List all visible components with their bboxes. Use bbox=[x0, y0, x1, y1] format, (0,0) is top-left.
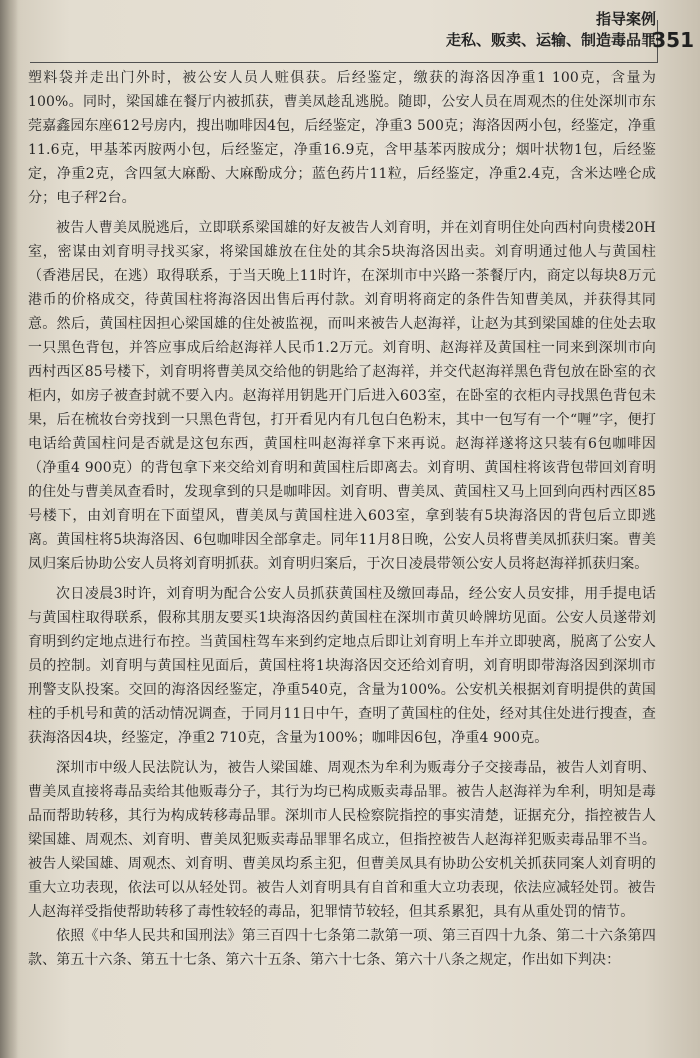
header-chapter: 走私、贩卖、运输、制造毒品罪 bbox=[445, 31, 656, 49]
running-header bbox=[446, 10, 656, 50]
paragraph-3: 次日凌晨3时许，刘育明为配合公安人员抓获黄国柱及缴回毒品，经公安人员安排，用手提电话与黄国柱取得联系，假称其朋友要买1块海洛因约黄国柱在深圳市黄贝岭牌坊见面。公安人员遂带刘育明到约定地点进行布控。当黄国柱驾车来到约定地点后即让刘育明上车并立即驶离，脱离了公安人员的控制。刘育明与黄国柱见面后，黄国柱将1块海洛因交还给刘育明，刘育明即带海洛因到深圳市刑警支队投案。交回的海洛因经鉴定，净重540克，含量为100%。公安机关根据刘育明提供的黄国柱的手机号和黄的活动情况调查，于同月11日中午，查明了黄国柱的住处，经对其住处进行搜查，查获海洛因4块，经鉴定，净重2 710克，含量为100%；咖啡因6包，净重4 900克。 bbox=[28, 586, 656, 746]
header-section: 指导案例 bbox=[595, 10, 656, 28]
paragraph-5: 依照《中华人民共和国刑法》第三百四十七条第二款第一项、第三百四十九条、第二十六条第四款、第五十六条、第五十七条、第六十五条、第六十七条、第六十八条之规定，作出如下判决： bbox=[28, 928, 656, 968]
paragraph-2: 被告人曹美凤脱逃后，立即联系梁国雄的好友被告人刘育明，并在刘育明住处向西村向贵楼20H室，密谋由刘育明寻找买家，将梁国雄放在住处的其余5块海洛因出卖。刘育明通过他人与黄国柱（香港居民，在逃）取得联系，于当天晚上11时许，在深圳市中兴路一茶餐厅内，商定以每块8万元港币的价格成交，待黄国柱将海洛因出售后再付款。刘育明将商定的条件告知曹美凤，并获得其同意。然后，黄国柱因担心梁国雄的住处被监视，而叫来被告人赵海祥，让赵为其到梁国雄的住处去取一只黑色背包，并答应事成后给赵海祥人民币1.2万元。刘育明、赵海祥及黄国柱一同来到深圳市向西村西区85号楼下，刘育明将曹美凤交给他的钥匙给了赵海祥，并交代赵海祥黑色背包放在卧室的衣柜内，如房子被查封就不要入内。赵海祥用钥匙开门后进入603室，在卧室的衣柜内寻找黑色背包未果，后在梳妆台旁找到一只黑色背包，打开看见内有几包白色粉末，其中一包写有一个“喱”字，便打电话给黄国柱问是否就是这包东西，黄国柱叫赵海祥拿下来再说。赵海祥遂将这只装有6包咖啡因（净重4 900克）的背包拿下来交给刘育明和黄国柱后即离去。刘育明、黄国柱将该背包带回刘育明的住处与曹美凤查看时，发现拿到的只是咖啡因。刘育明、曹美凤、黄国柱又马上回到向西村西区85号楼下，由刘育明在下面望风，曹美凤与黄国柱进入603室，拿到装有5块海洛因的背包后立即逃离。黄国柱将5块海洛因、6包咖啡因全部拿走。同年11月8日晚，公安人员将曹美凤抓获归案。曹美凤归案后协助公安人员将刘育明抓获。刘育明归案后，于次日凌晨带领公安人员将赵海祥抓获归案。 bbox=[28, 220, 656, 572]
page-gutter-shadow bbox=[0, 0, 18, 1058]
body-text bbox=[28, 66, 656, 972]
paragraph-1: 塑料袋并走出门外时，被公安人员人赃俱获。后经鉴定，缴获的海洛因净重1 100克，含量为100%。同时，梁国雄在餐厅内被抓获，曹美凤趁乱逃脱。随即，公安人员在周观杰的住处深圳市东莞嘉鑫园东座612号房内，搜出咖啡因4包，后经鉴定，净重3 500克；海洛因两小包，经鉴定，净重11.6克，甲基苯丙胺两小包，后经鉴定，净重16.9克，含甲基苯丙胺成分；烟叶状物1包，后经鉴定，净重2克，含四氢大麻酚、大麻酚成分；蓝色药片11粒，后经鉴定，净重2.4克，含米达唑仑成分；电子秤2台。 bbox=[28, 70, 656, 206]
page-number: 351 bbox=[652, 28, 694, 52]
paragraph-4: 深圳市中级人民法院认为，被告人梁国雄、周观杰为牟利为贩毒分子交接毒品，被告人刘育明、曹美凤直接将毒品卖给其他贩毒分子，其行为均已构成贩卖毒品罪。被告人赵海祥为牟利，明知是毒品而帮助转移，其行为构成转移毒品罪。深圳市人民检察院指控的事实清楚，证据充分，指控被告人梁国雄、周观杰、刘育明、曹美凤犯贩卖毒品罪罪名成立，但指控被告人赵海祥犯贩卖毒品罪不当。被告人梁国雄、周观杰、刘育明、曹美凤均系主犯，但曹美凤具有协助公安机关抓获同案人刘育明的重大立功表现，依法可以从轻处罚。被告人刘育明具有自首和重大立功表现，依法应减轻处罚。被告人赵海祥受指使帮助转移了毒性较轻的毒品，犯罪情节较轻，但其系累犯，具有从重处罚的情节。 bbox=[28, 760, 656, 920]
header-rule bbox=[30, 62, 658, 63]
